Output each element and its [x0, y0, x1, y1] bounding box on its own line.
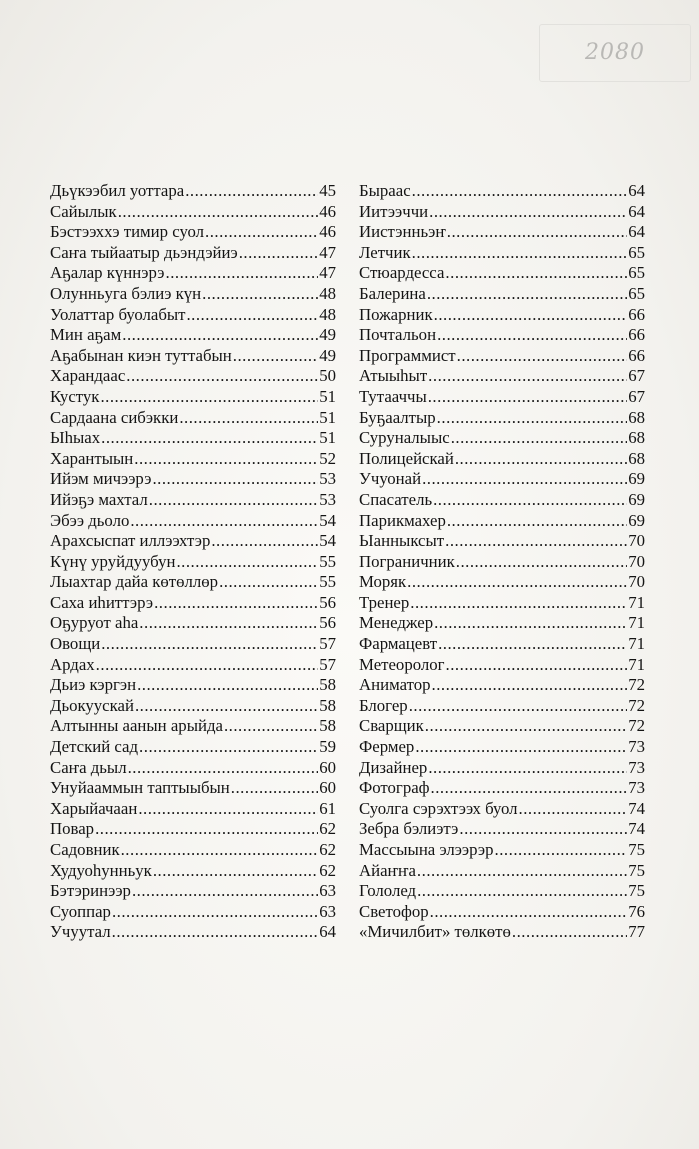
dot-leader	[186, 305, 318, 326]
toc-entry-title: Бэтэринээр	[50, 881, 131, 901]
toc-entry-page-number: 68	[628, 448, 645, 468]
toc-entry	[359, 819, 645, 840]
toc-entry-page-number: 72	[628, 695, 645, 715]
toc-entry	[50, 675, 336, 696]
toc-entry	[359, 490, 645, 511]
toc-entry-page-number: 66	[628, 325, 645, 345]
dot-leader	[451, 428, 628, 449]
dot-leader	[179, 408, 318, 429]
toc-entry-title: Ийэм мичээрэ	[50, 469, 152, 489]
toc-entry-title: Олунньуга бэлиэ күн	[50, 283, 202, 303]
toc-entry-page-number: 49	[319, 325, 336, 345]
toc-entry-page-number: 64	[319, 922, 336, 942]
toc-entry	[359, 305, 645, 326]
toc-entry-title: Сварщик	[359, 716, 424, 736]
dot-leader	[139, 613, 318, 634]
toc-entry-title: Арахсыспат иллээхтэр	[50, 531, 211, 551]
toc-entry-title: Дизайнер	[359, 757, 428, 777]
toc-entry-page-number: 58	[319, 675, 336, 695]
toc-entry-title: Садовник	[50, 840, 120, 859]
toc-entry-page-number: 69	[628, 510, 645, 530]
toc-entry	[359, 861, 645, 882]
toc-entry	[359, 799, 645, 820]
dot-leader	[495, 840, 628, 861]
dot-leader	[154, 593, 318, 614]
toc-entry-title: Кустук	[50, 386, 100, 406]
toc-entry-page-number: 46	[319, 222, 336, 242]
dot-leader	[412, 181, 628, 202]
toc-entry-page-number: 51	[319, 428, 336, 448]
toc-entry-page-number: 69	[628, 469, 645, 489]
toc-entry-page-number: 60	[319, 757, 336, 777]
toc-entry-page-number: 71	[628, 613, 645, 633]
toc-entry-title: Худуоһунньук	[50, 860, 152, 880]
toc-entry-page-number: 66	[628, 304, 645, 324]
toc-entry-title: Летчик	[359, 242, 411, 262]
dot-leader	[233, 346, 318, 367]
toc-entry-page-number: 65	[628, 242, 645, 262]
toc-entry-title: Фармацевт	[359, 634, 438, 654]
toc-entry-title: Детский сад	[50, 737, 139, 757]
dot-leader	[445, 531, 627, 552]
toc-entry-title: Алтынны аанын арыйда	[50, 716, 223, 736]
toc-entry-title: Моряк	[359, 572, 407, 592]
toc-entry-page-number: 46	[319, 201, 336, 221]
toc-entry-title: Иистэнньэҥ	[359, 222, 446, 242]
toc-entry	[359, 511, 645, 532]
toc-entry-title: Быраас	[359, 181, 411, 200]
toc-entry-title: Сардаана сибэкки	[50, 407, 179, 427]
handwritten-stamp: 2080	[539, 24, 691, 82]
toc-entry-title: Саҥа дьыл	[50, 757, 127, 777]
toc-entry	[359, 613, 645, 634]
toc-entry-page-number: 54	[319, 531, 336, 551]
dot-leader	[429, 202, 627, 223]
dot-leader	[176, 552, 318, 573]
toc-entry	[50, 696, 336, 717]
toc-entry	[359, 325, 645, 346]
toc-entry-title: Аҕабынан киэн туттабын	[50, 345, 232, 365]
toc-entry-page-number: 68	[628, 428, 645, 448]
toc-entry-title: Тренер	[359, 592, 410, 612]
toc-entry-page-number: 64	[628, 201, 645, 221]
toc-entry-title: Светофор	[359, 901, 429, 921]
toc-entry-title: Эбээ дьоло	[50, 510, 130, 530]
toc-entry-title: Уолаттар буолабыт	[50, 304, 186, 324]
toc-entry-page-number: 58	[319, 695, 336, 715]
toc-entry-title: Балерина	[359, 283, 426, 303]
dot-leader	[412, 243, 628, 264]
toc-entry-page-number: 75	[628, 860, 645, 880]
toc-entry-title: Программист	[359, 345, 456, 365]
toc-entry	[50, 181, 336, 202]
toc-entry-title: Менеджер	[359, 613, 434, 633]
toc-entry	[50, 428, 336, 449]
toc-entry-title: Харыйачаан	[50, 798, 138, 818]
toc-column-right	[359, 181, 645, 943]
dot-leader	[459, 819, 627, 840]
toc-entry	[50, 408, 336, 429]
toc-entry	[359, 387, 645, 408]
toc-entry-page-number: 66	[628, 345, 645, 365]
toc-entry	[359, 552, 645, 573]
toc-entry	[50, 263, 336, 284]
toc-entry-page-number: 45	[319, 181, 336, 200]
toc-entry-title: Ыанныксыт	[359, 531, 445, 551]
toc-entry-page-number: 57	[319, 654, 336, 674]
toc-entry-title: Учуонай	[359, 469, 422, 489]
toc-entry	[359, 366, 645, 387]
toc-entry-page-number: 70	[628, 551, 645, 571]
toc-entry	[50, 593, 336, 614]
toc-entry-page-number: 67	[628, 366, 645, 386]
toc-entry-title: Спасатель	[359, 489, 433, 509]
toc-entry-title: Ыһыах	[50, 428, 101, 448]
toc-entry	[359, 716, 645, 737]
dot-leader	[149, 490, 318, 511]
toc-entry-page-number: 72	[628, 675, 645, 695]
dot-leader	[219, 572, 318, 593]
toc-entry-page-number: 62	[319, 819, 336, 839]
dot-leader	[434, 305, 628, 326]
toc-entry	[50, 449, 336, 470]
dot-leader	[166, 263, 319, 284]
toc-entry-title: Сайылык	[50, 201, 117, 221]
dot-leader	[118, 202, 319, 223]
toc-entry-page-number: 50	[319, 366, 336, 386]
toc-entry-title: Учуутал	[50, 922, 111, 942]
toc-entry-page-number: 76	[628, 901, 645, 921]
dot-leader	[139, 737, 318, 758]
toc-entry-page-number: 58	[319, 716, 336, 736]
toc-entry-title: Зебра бэлиэтэ	[359, 819, 459, 839]
dot-leader	[153, 861, 318, 882]
toc-entry	[359, 243, 645, 264]
toc-entry-title: Мин аҕам	[50, 325, 122, 345]
toc-entry-page-number: 73	[628, 757, 645, 777]
toc-entry-page-number: 72	[628, 716, 645, 736]
toc-entry	[50, 284, 336, 305]
toc-entry	[50, 222, 336, 243]
dot-leader	[415, 737, 627, 758]
toc-entry-title: Парикмахер	[359, 510, 446, 530]
toc-entry-page-number: 71	[628, 592, 645, 612]
toc-entry-page-number: 53	[319, 489, 336, 509]
toc-entry-page-number: 65	[628, 283, 645, 303]
dot-leader	[112, 902, 318, 923]
dot-leader	[446, 655, 628, 676]
toc-entry-page-number: 70	[628, 531, 645, 551]
toc-entry	[50, 655, 336, 676]
toc-entry-page-number: 74	[628, 798, 645, 818]
toc-entry	[50, 778, 336, 799]
toc-entry-page-number: 61	[319, 798, 336, 818]
toc-entry	[359, 263, 645, 284]
toc-entry	[359, 655, 645, 676]
toc-entry	[359, 696, 645, 717]
toc-entry	[50, 490, 336, 511]
toc-entry	[359, 284, 645, 305]
dot-leader	[519, 799, 628, 820]
toc-entry	[50, 737, 336, 758]
toc-entry-page-number: 48	[319, 283, 336, 303]
toc-entry	[50, 202, 336, 223]
dot-leader	[455, 449, 627, 470]
toc-entry-title: Полицейскай	[359, 448, 454, 468]
toc-entry	[50, 346, 336, 367]
toc-entry-page-number: 60	[319, 778, 336, 798]
dot-leader	[428, 758, 627, 779]
dot-leader	[437, 325, 627, 346]
toc-entry-page-number: 75	[628, 840, 645, 859]
dot-leader	[417, 881, 627, 902]
dot-leader	[126, 366, 318, 387]
toc-entry	[50, 572, 336, 593]
toc-entry-title: Оҕуруот аһа	[50, 613, 139, 633]
toc-entry-page-number: 73	[628, 737, 645, 757]
dot-leader	[417, 861, 627, 882]
dot-leader	[101, 634, 318, 655]
toc-entry-title: Аниматор	[359, 675, 431, 695]
dot-leader	[121, 840, 319, 861]
toc-entry-title: Ардах	[50, 654, 95, 674]
toc-entry-title: Овощи	[50, 634, 101, 654]
toc-entry-title: Фермер	[359, 737, 415, 757]
dot-leader	[432, 675, 628, 696]
toc-entry	[50, 552, 336, 573]
toc-entry-page-number: 51	[319, 386, 336, 406]
toc-entry-page-number: 71	[628, 634, 645, 654]
toc-entry-page-number: 47	[319, 263, 336, 283]
dot-leader	[437, 408, 628, 429]
toc-entry	[50, 387, 336, 408]
toc-entry-title: Аҕалар күннэрэ	[50, 263, 165, 283]
dot-leader	[433, 490, 627, 511]
toc-entry	[359, 469, 645, 490]
toc-entry-page-number: 74	[628, 819, 645, 839]
toc-entry	[359, 428, 645, 449]
toc-entry-page-number: 56	[319, 613, 336, 633]
toc-entry	[50, 366, 336, 387]
dot-leader	[134, 449, 318, 470]
toc-entry-page-number: 59	[319, 737, 336, 757]
toc-entry-page-number: 67	[628, 386, 645, 406]
toc-entry-title: Саҥа тыйаатыр дьэндэйиэ	[50, 242, 238, 262]
toc-entry-title: Пограничник	[359, 551, 455, 571]
toc-entry-title: Иитээччи	[359, 201, 429, 221]
toc-entry-title: Буҕаалтыр	[359, 407, 436, 427]
toc-entry	[50, 819, 336, 840]
toc-entry-title: Метеоролог	[359, 654, 445, 674]
toc-entry	[359, 202, 645, 223]
toc-entry-title: Дьокуускай	[50, 695, 134, 715]
toc-entry-title: Гололед	[359, 881, 417, 901]
toc-entry	[359, 449, 645, 470]
dot-leader	[185, 181, 318, 202]
toc-entry-page-number: 71	[628, 654, 645, 674]
dot-leader	[410, 593, 627, 614]
toc-entry-page-number: 52	[319, 448, 336, 468]
toc-entry-page-number: 47	[319, 242, 336, 262]
dot-leader	[447, 222, 627, 243]
dot-leader	[132, 881, 318, 902]
toc-entry-page-number: 64	[628, 181, 645, 200]
toc-entry-title: Харандаас	[50, 366, 126, 386]
dot-leader	[137, 675, 318, 696]
toc-column-left	[50, 181, 336, 943]
toc-entry-page-number: 49	[319, 345, 336, 365]
toc-entry-page-number: 48	[319, 304, 336, 324]
toc-entry	[50, 511, 336, 532]
toc-entry-title: Тутааччы	[359, 386, 427, 406]
toc-entry	[50, 716, 336, 737]
dot-leader	[128, 758, 319, 779]
toc-entry-page-number: 63	[319, 901, 336, 921]
toc-entry	[359, 778, 645, 799]
toc-entry-title: «Мичилбит» төлкөтө	[359, 922, 511, 942]
toc-entry	[50, 634, 336, 655]
toc-entry-title: Күнү уруйдуубун	[50, 551, 176, 571]
toc-entry	[50, 613, 336, 634]
toc-entry-title: Массыына элээрэр	[359, 840, 494, 859]
toc-entry	[50, 902, 336, 923]
dot-leader	[96, 655, 319, 676]
dot-leader	[231, 778, 318, 799]
toc-entry-page-number: 63	[319, 881, 336, 901]
toc-entry	[359, 902, 645, 923]
dot-leader	[430, 902, 628, 923]
dot-leader	[202, 284, 318, 305]
toc-entry-page-number: 68	[628, 407, 645, 427]
toc-entry-page-number: 56	[319, 592, 336, 612]
toc-entry-page-number: 75	[628, 881, 645, 901]
toc-entry-title: Суолга сэрэхтээх буол	[359, 798, 518, 818]
dot-leader	[438, 634, 627, 655]
toc-entry-page-number: 62	[319, 860, 336, 880]
dot-leader	[100, 387, 318, 408]
dot-leader	[135, 696, 318, 717]
toc-entry-title: Повар	[50, 819, 95, 839]
toc-entry-page-number: 55	[319, 551, 336, 571]
dot-leader	[101, 428, 318, 449]
toc-entry	[359, 181, 645, 202]
toc-entry	[359, 593, 645, 614]
toc-entry-page-number: 77	[628, 922, 645, 942]
dot-leader	[431, 778, 628, 799]
toc-entry	[50, 861, 336, 882]
toc-entry-title: Айаҥҥа	[359, 860, 416, 880]
toc-entry-title: Бэстээххэ тимир суол	[50, 222, 204, 242]
toc-entry-page-number: 55	[319, 572, 336, 592]
toc-entry	[50, 881, 336, 902]
dot-leader	[122, 325, 318, 346]
toc-entry-page-number: 57	[319, 634, 336, 654]
toc-entry-title: Дьиэ кэргэн	[50, 675, 137, 695]
toc-entry	[50, 840, 336, 861]
toc-entry	[50, 469, 336, 490]
toc-entry-title: Фотограф	[359, 778, 430, 798]
toc-entry	[359, 222, 645, 243]
toc-entry-title: Почтальон	[359, 325, 437, 345]
toc-entry	[50, 243, 336, 264]
toc-entry-title: Унуйааммын таптыыбын	[50, 778, 230, 798]
dot-leader	[422, 469, 627, 490]
toc-entry-title: Суруналыыс	[359, 428, 450, 448]
toc-entry	[359, 675, 645, 696]
toc-entry-page-number: 73	[628, 778, 645, 798]
toc-entry-page-number: 51	[319, 407, 336, 427]
toc-entry-title: Лыахтар дайа көтөллөр	[50, 572, 219, 592]
dot-leader	[445, 263, 627, 284]
toc-entry	[359, 634, 645, 655]
toc-entry-title: Атыыһыт	[359, 366, 428, 386]
toc-entry-title: Дьүкээбил уоттара	[50, 181, 185, 200]
dot-leader	[456, 552, 627, 573]
dot-leader	[138, 799, 318, 820]
toc-entry-title: Блогер	[359, 695, 408, 715]
toc-entry-title: Саха иһиттэрэ	[50, 592, 154, 612]
toc-entry	[50, 531, 336, 552]
toc-entry-page-number: 69	[628, 489, 645, 509]
toc-entry	[359, 881, 645, 902]
toc-entry-page-number: 65	[628, 263, 645, 283]
toc-entry	[359, 737, 645, 758]
dot-leader	[224, 716, 318, 737]
dot-leader	[205, 222, 318, 243]
dot-leader	[407, 572, 627, 593]
toc-entry	[359, 840, 645, 861]
toc-entry	[359, 758, 645, 779]
dot-leader	[95, 819, 318, 840]
toc-entry	[359, 408, 645, 429]
toc-entry	[359, 531, 645, 552]
dot-leader	[512, 922, 627, 943]
toc-entry-title: Стюардесса	[359, 263, 445, 283]
toc-entry	[359, 922, 645, 943]
dot-leader	[130, 511, 318, 532]
dot-leader	[428, 387, 627, 408]
toc-entry-page-number: 53	[319, 469, 336, 489]
toc-entry	[50, 305, 336, 326]
toc-entry	[50, 325, 336, 346]
dot-leader	[409, 696, 628, 717]
dot-leader	[447, 511, 627, 532]
toc-entry	[50, 922, 336, 943]
toc-entry-title: Ийэҕэ махтал	[50, 489, 148, 509]
toc-entry-page-number: 62	[319, 840, 336, 859]
toc-entry	[359, 572, 645, 593]
dot-leader	[425, 716, 627, 737]
dot-leader	[434, 613, 627, 634]
dot-leader	[457, 346, 628, 367]
dot-leader	[112, 922, 319, 943]
toc-entry-page-number: 54	[319, 510, 336, 530]
dot-leader	[427, 284, 627, 305]
toc-entry-title: Пожарник	[359, 304, 433, 324]
toc-entry	[50, 758, 336, 779]
dot-leader	[152, 469, 318, 490]
dot-leader	[239, 243, 319, 264]
dot-leader	[211, 531, 318, 552]
dot-leader	[428, 366, 627, 387]
toc-entry-page-number: 64	[628, 222, 645, 242]
toc-entry-title: Харантыын	[50, 448, 134, 468]
toc-entry	[359, 346, 645, 367]
toc-entry-page-number: 70	[628, 572, 645, 592]
toc-entry-title: Суоппар	[50, 901, 111, 921]
toc-entry	[50, 799, 336, 820]
